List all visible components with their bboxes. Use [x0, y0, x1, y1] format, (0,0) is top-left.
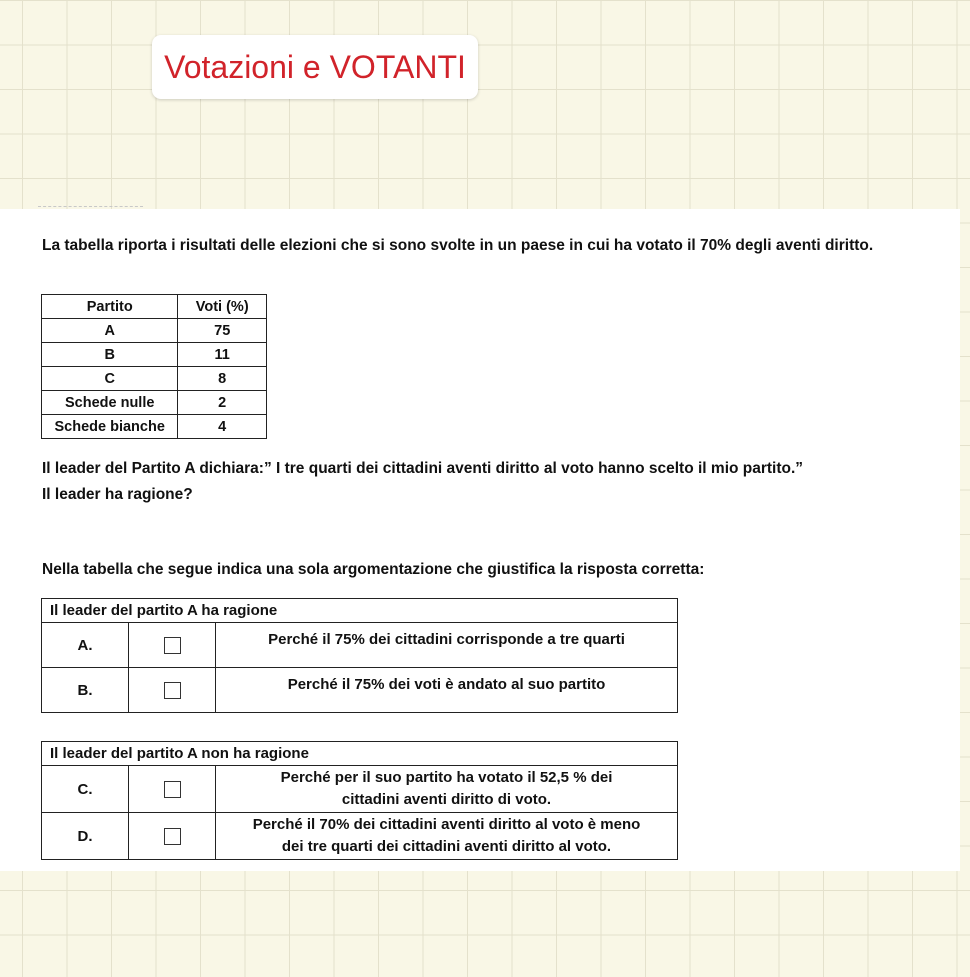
party-cell: A	[42, 319, 178, 343]
option-a-checkbox-cell	[129, 623, 216, 668]
results-table	[41, 294, 267, 439]
claim-line-1: Il leader del Partito A dichiara:” I tre quarti dei cittadini aventi diritto al voto hanno scelto il mio partito.”	[42, 460, 804, 477]
table-header-row	[42, 295, 267, 319]
table-row	[42, 319, 267, 343]
table-row	[42, 415, 267, 439]
claim-question: Il leader ha ragione?	[42, 486, 193, 503]
option-text-line-1: Perché per il suo partito ha votato il 52,5 % dei	[280, 769, 613, 786]
votes-cell: 2	[178, 391, 267, 415]
option-d-checkbox[interactable]	[164, 828, 181, 845]
table-row	[42, 367, 267, 391]
votes-cell: 75	[178, 319, 267, 343]
party-cell: C	[42, 367, 178, 391]
options-header-right: Il leader del partito A ha ragione	[42, 599, 678, 623]
option-text-line-2: cittadini aventi diritto di voto.	[341, 791, 552, 808]
column-header-partito: Partito	[42, 295, 178, 319]
party-cell: Schede nulle	[42, 391, 178, 415]
option-text-line-2: dei tre quarti dei cittadini aventi diritto al voto.	[281, 838, 612, 855]
option-text: Perché il 75% dei voti è andato al suo partito	[216, 668, 678, 713]
option-b-checkbox[interactable]	[164, 682, 181, 699]
option-text	[216, 766, 678, 813]
option-text	[216, 813, 678, 860]
option-letter: D.	[42, 813, 129, 860]
option-text: Perché il 75% dei cittadini corrisponde a tre quarti	[216, 623, 678, 668]
option-c-checkbox-cell	[129, 766, 216, 813]
option-letter: B.	[42, 668, 129, 713]
option-d-checkbox-cell	[129, 813, 216, 860]
intro-text: La tabella riporta i risultati delle elezioni che si sono svolte in un paese in cui ha votato il 70% degli aventi diritto.	[42, 237, 874, 254]
option-row-b	[42, 668, 678, 713]
divider	[38, 206, 143, 207]
worksheet	[0, 209, 960, 871]
options-table-right	[41, 598, 678, 713]
table-row	[42, 391, 267, 415]
option-text-line-1: Perché il 70% dei cittadini aventi diritto al voto è meno	[252, 816, 641, 833]
page-title: Votazioni e VOTANTI	[152, 35, 478, 99]
option-letter: A.	[42, 623, 129, 668]
option-row-d	[42, 813, 678, 860]
claim-text	[42, 456, 942, 508]
options-header-wrong: Il leader del partito A non ha ragione	[42, 742, 678, 766]
column-header-voti: Voti (%)	[178, 295, 267, 319]
option-row-c	[42, 766, 678, 813]
table-row	[42, 343, 267, 367]
option-letter: C.	[42, 766, 129, 813]
options-table-wrong	[41, 741, 678, 860]
option-a-checkbox[interactable]	[164, 637, 181, 654]
party-cell: Schede bianche	[42, 415, 178, 439]
option-b-checkbox-cell	[129, 668, 216, 713]
party-cell: B	[42, 343, 178, 367]
option-row-a	[42, 623, 678, 668]
votes-cell: 4	[178, 415, 267, 439]
votes-cell: 11	[178, 343, 267, 367]
option-c-checkbox[interactable]	[164, 781, 181, 798]
votes-cell: 8	[178, 367, 267, 391]
instruction-text: Nella tabella che segue indica una sola argomentazione che giustifica la risposta corretta:	[42, 561, 705, 578]
